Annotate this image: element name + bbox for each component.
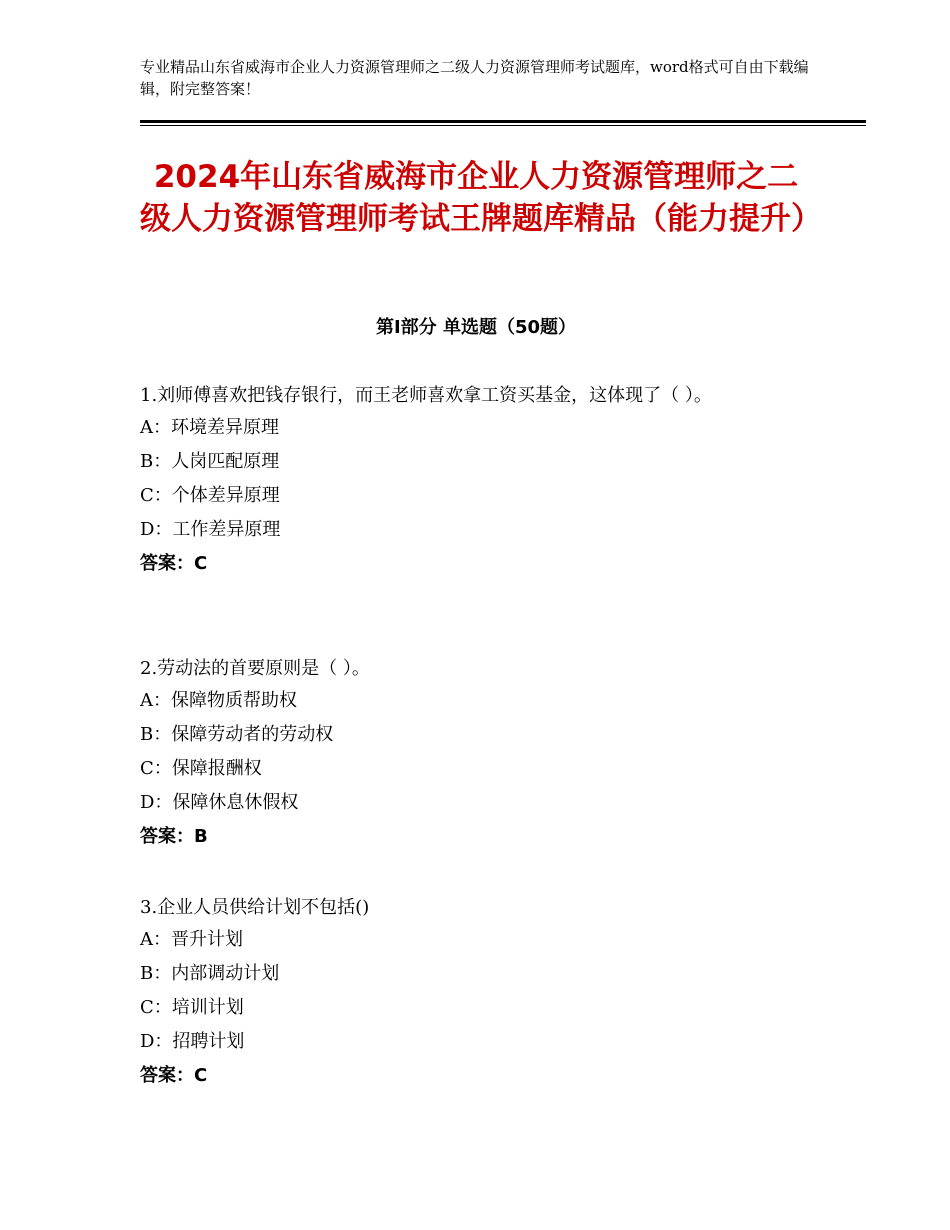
option-c: C：保障报酬权	[140, 758, 262, 779]
option-a: A：保障物质帮助权	[140, 690, 297, 711]
question-1	[140, 381, 812, 581]
question-stem: 1.刘师傅喜欢把钱存银行，而王老师喜欢拿工资买基金，这体现了（ ）。	[140, 385, 712, 406]
question-2	[140, 654, 812, 854]
answer: 答案：B	[140, 826, 208, 847]
question-stem: 3.企业人员供给计划不包括()	[140, 897, 370, 918]
answer: 答案：C	[140, 553, 208, 574]
section-title: 第Ⅰ部分 单选题（50题）	[375, 317, 576, 338]
answer: 答案：C	[140, 1065, 208, 1086]
question-stem: 2.劳动法的首要原则是（ ）。	[140, 658, 370, 679]
header-note: 专业精品山东省威海市企业人力资源管理师之二级人力资源管理师考试题库，word格式可自由下载编辑，附完整答案！	[140, 58, 809, 98]
option-d: D：保障休息休假权	[140, 792, 299, 813]
option-b: B：人岗匹配原理	[140, 451, 280, 472]
option-d: D：招聘计划	[140, 1031, 245, 1052]
document-title: 2024年山东省威海市企业人力资源管理师之二级人力资源管理师考试王牌题库精品（能力提升）	[140, 159, 822, 237]
option-a: A：晋升计划	[140, 929, 243, 950]
header-rule-thick	[140, 120, 866, 123]
option-c: C：培训计划	[140, 997, 244, 1018]
question-3	[140, 893, 812, 1093]
option-c: C：个体差异原理	[140, 485, 280, 506]
option-b: B：内部调动计划	[140, 963, 280, 984]
option-d: D：工作差异原理	[140, 519, 281, 540]
option-b: B：保障劳动者的劳动权	[140, 724, 334, 745]
option-a: A：环境差异原理	[140, 417, 279, 438]
header-rule-thin	[140, 125, 866, 126]
